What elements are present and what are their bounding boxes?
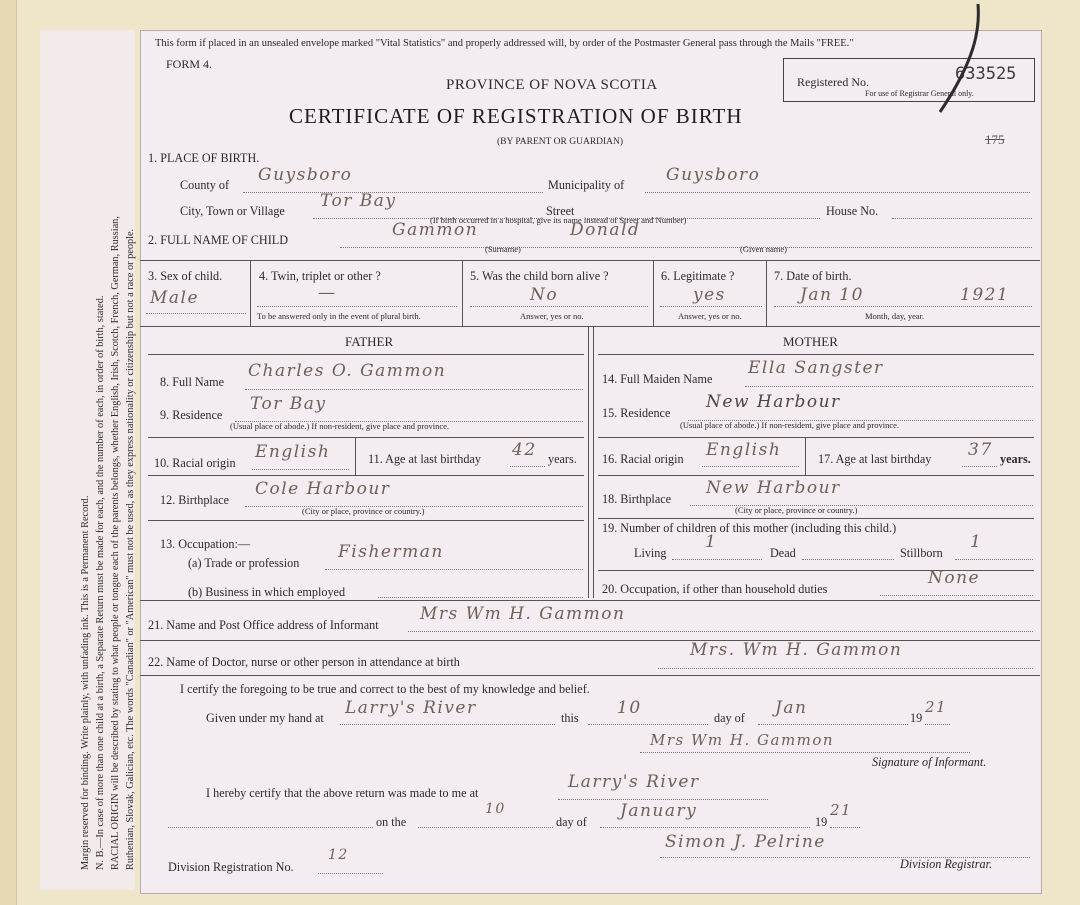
side-note-3: RACIAL ORIGIN will be described by stating to what people or tongue each of the parents belongs, whether English, Irish, Scotch, French, German, Russian,: [110, 216, 121, 870]
binding-edge: [0, 0, 17, 905]
mother-heading: MOTHER: [783, 334, 838, 349]
side-notes: [78, 10, 138, 870]
certify-year: 21: [925, 698, 948, 716]
father-residence-label: 9. Residence: [160, 408, 223, 422]
mail-notice: This form if placed in an unsealed envelope marked "Vital Statistics" and properly addressed will, by order of the Postmaster General pass through the Mails "FREE.": [155, 38, 854, 49]
twin-note: To be answered only in the event of plural birth.: [257, 311, 421, 321]
informant-label: 21. Name and Post Office address of Informant: [148, 618, 379, 632]
alive-note: Answer, yes or no.: [520, 311, 584, 321]
child-given-name: Donald: [570, 220, 641, 240]
given-place: Larry's River: [345, 698, 477, 718]
alive-value: No: [530, 285, 559, 305]
return-day-of: day of: [556, 815, 587, 829]
certify-month: Jan: [775, 698, 808, 718]
given-caption: (Given name): [740, 244, 787, 254]
father-racial: English: [255, 442, 331, 462]
certify-year-prefix: 19: [910, 711, 923, 725]
father-racial-label: 10. Racial origin: [154, 456, 236, 470]
signature-caption: Signature of Informant.: [872, 755, 987, 769]
mother-years: years.: [1000, 452, 1031, 466]
struck-number: 175: [985, 132, 1005, 147]
pen-stroke-icon: [920, 0, 990, 118]
form-number: FORM 4.: [166, 57, 213, 71]
side-note-2: N. B.—In case of more than one child at a birth, a Separate Return must be made for each, and the number of each, in order of birth, stated.: [95, 295, 106, 870]
father-age: 42: [512, 440, 537, 460]
mother-occupation-label: 20. Occupation, if other than household duties: [602, 582, 828, 596]
mother-birthplace-note: (City or place, province or country.): [735, 505, 858, 515]
sex-value: Male: [150, 288, 200, 308]
place-of-birth-label: 1. PLACE OF BIRTH.: [148, 151, 260, 165]
on-the-label: on the: [376, 815, 407, 829]
mother-name: Ella Sangster: [748, 358, 884, 378]
father-birthplace: Cole Harbour: [255, 479, 391, 499]
side-note-1: Margin reserved for binding. Write plainly, with unfading ink. This is a Permanent Record.: [80, 495, 91, 870]
return-year: 21: [830, 801, 853, 819]
municipality-label: Municipality of: [548, 178, 625, 192]
mother-birthplace: New Harbour: [706, 478, 841, 498]
return-year-prefix: 19: [815, 815, 828, 829]
this-day: 10: [617, 698, 642, 718]
twin-value: —: [318, 283, 337, 303]
registrar-signature: Simon J. Pelrine: [665, 832, 826, 852]
this-label: this: [561, 711, 579, 725]
trade-label: (a) Trade or profession: [188, 556, 300, 570]
business-label: (b) Business in which employed: [188, 585, 346, 599]
informant-value: Mrs Wm H. Gammon: [420, 604, 626, 624]
legitimate-label: 6. Legitimate ?: [661, 269, 735, 283]
child-name-label: 2. FULL NAME OF CHILD: [148, 233, 289, 247]
child-surname: Gammon: [392, 220, 479, 240]
informant-signature: Mrs Wm H. Gammon: [650, 731, 835, 749]
father-residence-note: (Usual place of abode.) If non-resident, give place and province.: [230, 421, 450, 431]
mother-residence-label: 15. Residence: [602, 406, 671, 420]
father-years: years.: [548, 452, 577, 466]
living-label: Living: [634, 546, 667, 560]
mother-racial: English: [706, 440, 782, 460]
year-value: 1921: [960, 285, 1010, 305]
mother-name-label: 14. Full Maiden Name: [602, 372, 713, 386]
father-residence: Tor Bay: [250, 394, 327, 414]
mother-residence: New Harbour: [706, 392, 841, 412]
registrar-caption: Division Registrar.: [900, 857, 993, 871]
twin-label: 4. Twin, triplet or other ?: [259, 269, 381, 283]
side-note-4: Ruthenian, Slovak, Galician, etc. The words "Canadian" or "American" must not be used, as they express nationality or citizenship but not a race or people.: [125, 228, 136, 870]
county-label: County of: [180, 178, 230, 192]
father-birthplace-note: (City or place, province or country.): [302, 506, 425, 516]
mother-age: 37: [968, 440, 993, 460]
surname-caption: (Surname): [485, 244, 521, 254]
registered-number: 633525: [955, 64, 1017, 84]
mother-racial-label: 16. Racial origin: [602, 452, 684, 466]
division-registration-no: 12: [328, 847, 349, 863]
hospital-note: (If birth occurred in a hospital, give its name instead of Street and Number): [430, 215, 687, 225]
sex-label: 3. Sex of child.: [148, 269, 223, 283]
county-value: Guysboro: [258, 165, 353, 185]
mother-age-label: 17. Age at last birthday: [818, 452, 932, 466]
date-label: 7. Date of birth.: [774, 269, 852, 283]
father-age-label: 11. Age at last birthday: [368, 452, 481, 466]
children-count-label: 19. Number of children of this mother (including this child.): [602, 521, 897, 535]
return-day: 10: [485, 801, 506, 817]
certificate-subtitle: (BY PARENT OR GUARDIAN): [497, 137, 624, 147]
city-value: Tor Bay: [320, 191, 397, 211]
certify-statement: I certify the foregoing to be true and correct to the best of my knowledge and belief.: [180, 682, 590, 696]
doctor-label: 22. Name of Doctor, nurse or other person in attendance at birth: [148, 655, 460, 669]
registrar-use-note: For use of Registrar General only.: [865, 89, 974, 98]
certificate-title: CERTIFICATE OF REGISTRATION OF BIRTH: [289, 104, 743, 128]
house-label: House No.: [826, 204, 879, 218]
date-value: Jan 10: [800, 285, 864, 305]
doctor-value: Mrs. Wm H. Gammon: [690, 640, 903, 660]
registered-label: Registered No.: [797, 75, 869, 89]
trade-value: Fisherman: [338, 542, 444, 562]
father-name: Charles O. Gammon: [248, 361, 447, 381]
alive-label: 5. Was the child born alive ?: [470, 269, 609, 283]
given-under-label: Given under my hand at: [206, 711, 324, 725]
father-occupation-label: 13. Occupation:—: [160, 537, 251, 551]
mother-occupation: None: [928, 568, 981, 588]
legitimate-note: Answer, yes or no.: [678, 311, 742, 321]
certify-day-of: day of: [714, 711, 745, 725]
city-label: City, Town or Village: [180, 204, 285, 218]
legitimate-value: yes: [693, 285, 726, 305]
father-heading: FATHER: [345, 334, 394, 349]
mother-birthplace-label: 18. Birthplace: [602, 492, 672, 506]
province-heading: PROVINCE OF NOVA SCOTIA: [446, 77, 658, 93]
return-statement: I hereby certify that the above return was made to me at: [206, 786, 479, 800]
municipality-value: Guysboro: [666, 165, 761, 185]
date-note: Month, day, year.: [865, 311, 925, 321]
living-value: 1: [705, 532, 718, 552]
father-name-label: 8. Full Name: [160, 375, 224, 389]
street-label: Street: [546, 204, 575, 218]
dead-label: Dead: [770, 546, 796, 560]
mother-residence-note: (Usual place of abode.) If non-resident, give place and province.: [680, 420, 900, 430]
stillborn-label: Stillborn: [900, 546, 943, 560]
return-month: January: [620, 801, 698, 821]
father-birthplace-label: 12. Birthplace: [160, 493, 230, 507]
return-place: Larry's River: [568, 772, 700, 792]
division-registration-label: Division Registration No.: [168, 860, 294, 874]
stillborn-value: 1: [970, 532, 983, 552]
